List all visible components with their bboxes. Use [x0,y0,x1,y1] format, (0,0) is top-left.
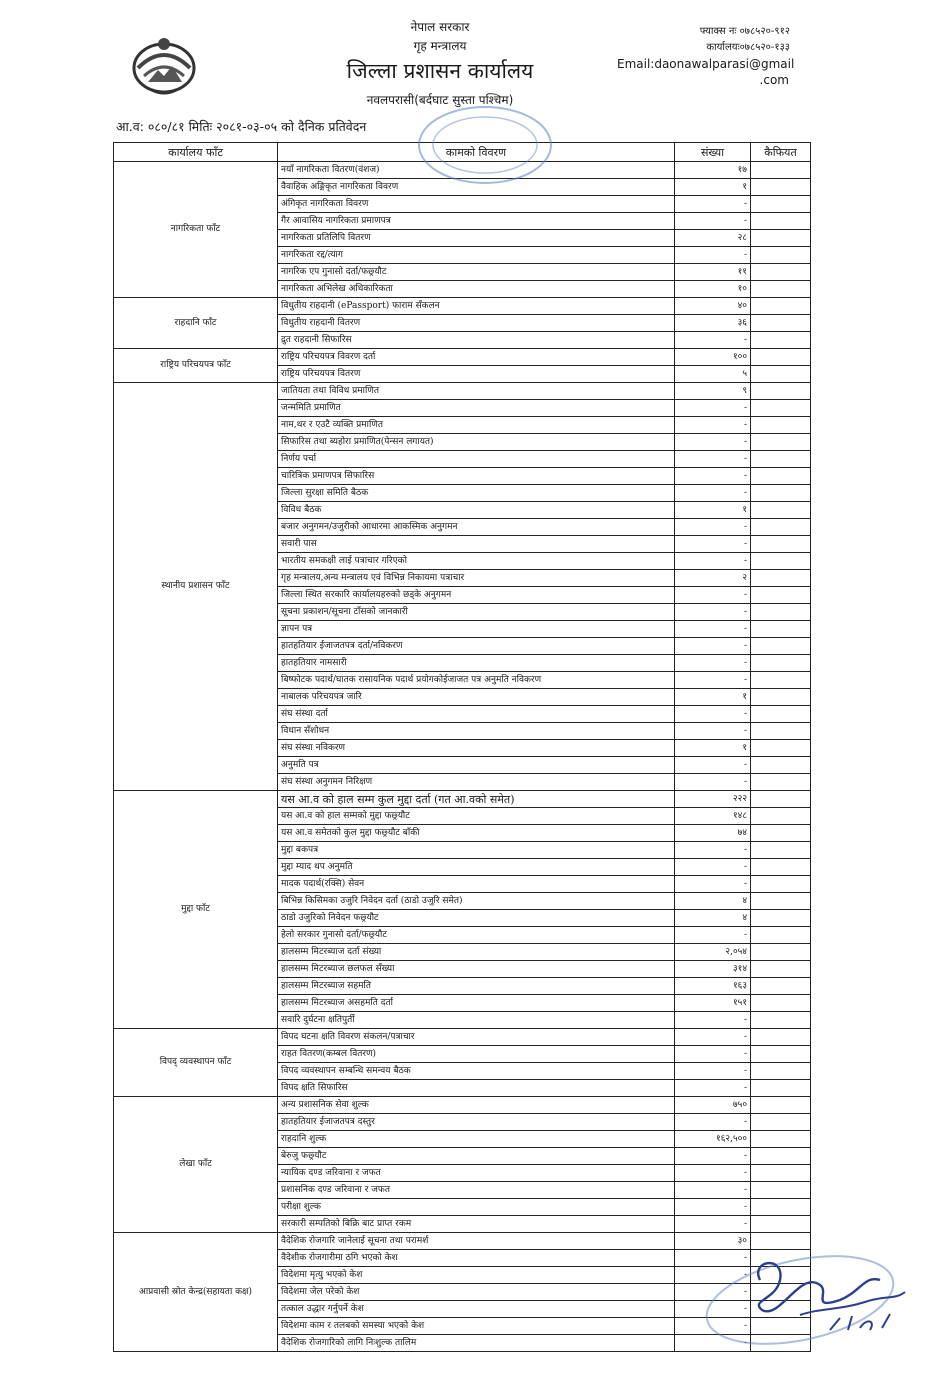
row-remarks [751,417,811,434]
row-count: - [675,213,751,230]
row-remarks [751,485,811,502]
header-description: कामको विवरण [278,143,675,162]
row-remarks [751,434,811,451]
row-description: बिभिन्न किसिमका उजुरि निवेदन दर्ता (ठाडो उजुरि समेत) [278,893,675,910]
row-description: हालसम्म मिटरब्याज दर्ता संख्या [278,944,675,961]
header-remarks: कैफियत [751,143,811,162]
row-count: - [675,638,751,655]
row-description: राष्ट्रिय परिचयपत्र विवरण दर्ता [278,349,675,366]
row-description: द्रुत राहदानी सिफारिस [278,332,675,349]
row-description: विधुतीय राहदानी (ePassport) फाराम सँकलन [278,298,675,315]
row-count: - [675,774,751,791]
row-remarks [751,1097,811,1114]
row-remarks [751,842,811,859]
row-description: नाबालक परिचयपत्र जारि [278,689,675,706]
row-count: १० [675,281,751,298]
row-remarks [751,264,811,281]
row-remarks [751,383,811,400]
row-description: जन्ममिति प्रमाणित [278,400,675,417]
row-count: १७ [675,162,751,179]
row-count: १ [675,502,751,519]
row-remarks [751,366,811,383]
row-count: - [675,468,751,485]
row-count: - [675,655,751,672]
row-remarks [751,621,811,638]
row-description: नागरिकता रद्द/त्याग [278,247,675,264]
row-description: मुद्दा म्याद थप अनुमति [278,859,675,876]
row-remarks [751,1318,811,1335]
row-remarks [751,536,811,553]
row-count: - [675,1046,751,1063]
row-remarks [751,1131,811,1148]
row-count: १०० [675,349,751,366]
government-name: नेपाल सरकार [410,20,470,34]
header-section: कार्यालय फाँट [114,143,278,162]
row-count: - [675,1250,751,1267]
table-row [114,298,811,315]
row-description: संघ संस्था अनुगमन निरिक्षण [278,774,675,791]
row-count: - [675,553,751,570]
row-remarks [751,740,811,757]
email-line-1: Email:daonawalparasi@gmail [617,57,795,71]
row-remarks [751,808,811,825]
row-description: विदेशमा जेल परेको केश [278,1284,675,1301]
row-remarks [751,774,811,791]
row-description: बिष्फोटक पदार्थ/घातक रासायनिक पदार्थ प्रयोगकोईजाजत पत्र अनुमति नविकरण [278,672,675,689]
row-remarks [751,349,811,366]
row-remarks [751,1335,811,1352]
letterhead [300,18,580,110]
row-count: - [675,451,751,468]
row-description: ज्ञापन पत्र [278,621,675,638]
row-remarks [751,179,811,196]
row-description: वैवाहिक अङ्गिकृत नागरिकता विवरण [278,179,675,196]
row-count: - [675,842,751,859]
row-description: हातहतियार नामसारी [278,655,675,672]
row-count: - [675,1182,751,1199]
row-count: १४८ [675,808,751,825]
row-count: - [675,876,751,893]
row-remarks [751,1012,811,1029]
row-description: सूचना प्रकाशन/सूचना टाँसको जानकारी [278,604,675,621]
row-remarks [751,672,811,689]
row-description: हेलो सरकार गुनासो दर्ता/फछ्र्यौट [278,927,675,944]
row-description: ठाडो उजुरिको निवेदन फछ्र्यौट [278,910,675,927]
row-remarks [751,1148,811,1165]
row-count: - [675,706,751,723]
table-row [114,1097,811,1114]
table-row [114,791,811,808]
phone-number: कार्यालयः०७८५२०-१३३ [706,42,790,53]
row-count: १६३ [675,978,751,995]
row-description: यस आ.व को हाल सम्म कुल मुद्दा दर्ता (गत आ.वको समेत) [278,791,675,808]
section-name: विपद् व्यवस्थापन फाँट [114,1029,278,1097]
row-description: विधान सँशोधन [278,723,675,740]
row-remarks [751,587,811,604]
row-count: - [675,434,751,451]
row-count: - [675,1335,751,1352]
row-description: विदेशमा मृत्यु भएको केश [278,1267,675,1284]
row-count: - [675,1080,751,1097]
row-remarks [751,638,811,655]
section-name: लेखा फाँट [114,1097,278,1233]
row-description: अंगिकृत नागरिकता विवरण [278,196,675,213]
row-count: - [675,1284,751,1301]
row-count: ३६ [675,315,751,332]
row-description: न्यायिक दण्ड जरिवाना र जफत [278,1165,675,1182]
row-count: - [675,604,751,621]
table-row [114,349,811,366]
row-count: - [675,1199,751,1216]
section-name: राहदानि फाँट [114,298,278,349]
row-description: परीक्षा शुल्क [278,1199,675,1216]
row-remarks [751,162,811,179]
row-description: भारतीय समकक्षी लाई पत्राचार गरिएको [278,553,675,570]
row-count: - [675,587,751,604]
report-title: आ.व: ०८०/८१ मितिः २०८१-०३-०५ को दैनिक प्रतिवेदन [116,119,367,134]
row-count: ५ [675,366,751,383]
row-remarks [751,451,811,468]
row-description: बजार अनुगमन/उजुरीको आधारमा आकस्मिक अनुगमन [278,519,675,536]
row-count: १५१ [675,995,751,1012]
section-name: राष्ट्रिय परिचयपत्र फाँट [114,349,278,383]
row-count: ११ [675,264,751,281]
row-description: विपद क्षति सिफारिस [278,1080,675,1097]
row-count: - [675,247,751,264]
row-remarks [751,791,811,808]
row-count: ७५० [675,1097,751,1114]
row-remarks [751,944,811,961]
section-name: स्थानीय प्रशासन फाँट [114,383,278,791]
section-name: आप्रवासी स्रोत केन्द्र(सहायता कक्ष) [114,1233,278,1352]
row-count: ४ [675,910,751,927]
row-count: - [675,723,751,740]
row-remarks [751,1199,811,1216]
row-description: सिफारिस तथा ब्यहोरा प्रमाणित(पेन्सन लगायत) [278,434,675,451]
daily-report-table [113,142,811,1352]
row-remarks [751,1165,811,1182]
row-count: ३० [675,1233,751,1250]
row-count: - [675,1114,751,1131]
header-count: संख्या [675,143,751,162]
row-count: - [675,519,751,536]
row-description: विपद व्यवस्थापन सम्बन्धि समन्वय बैठक [278,1063,675,1080]
row-description: जिल्ला स्थित सरकारि कार्यालयहरुको छड्के अनुगमन [278,587,675,604]
district-name: नवलपरासी(बर्दघाट सुस्ता पश्चिम) [366,93,514,107]
row-description: विदेशमा काम र तलबको समस्या भएको केश [278,1318,675,1335]
row-description: वैदेशिक रोजगारि जानेलाई सूचना तथा परामर्श [278,1233,675,1250]
row-description: मुद्दा बकपत्र [278,842,675,859]
row-remarks [751,298,811,315]
row-remarks [751,689,811,706]
row-description: यस आ.व समेतको कुल मुद्दा फछ्र्यौट बाँकी [278,825,675,842]
row-description: राहदानि शुल्क [278,1131,675,1148]
row-remarks [751,570,811,587]
row-description: हालसम्म मिटरब्याज असहमति दर्ता [278,995,675,1012]
row-count: - [675,196,751,213]
row-count: २ [675,570,751,587]
row-remarks [751,723,811,740]
row-remarks [751,995,811,1012]
row-remarks [751,196,811,213]
row-remarks [751,961,811,978]
row-remarks [751,230,811,247]
row-description: अन्य प्रशासनिक सेवा शुल्क [278,1097,675,1114]
table-row [114,1029,811,1046]
row-remarks [751,1114,811,1131]
row-count: - [675,1165,751,1182]
row-count: - [675,859,751,876]
row-count: - [675,1063,751,1080]
row-description: नाम,थर र एउटै व्यक्ति प्रमाणित [278,417,675,434]
row-remarks [751,757,811,774]
section-name: मुद्दा फाँट [114,791,278,1029]
row-description: सवारी पास [278,536,675,553]
row-description: विविध बैठक [278,502,675,519]
contact-block [590,24,790,56]
row-count: - [675,1012,751,1029]
row-description: वैदेशिक रोजगारिको लागि निःशुल्क तालिम [278,1335,675,1352]
row-description: प्रशासनिक दण्ड जरिवाना र जफत [278,1182,675,1199]
row-count: २८ [675,230,751,247]
row-remarks [751,655,811,672]
row-count: - [675,1301,751,1318]
row-description: नागरिकता अभिलेख अधिकारिकता [278,281,675,298]
row-description: जिल्ला सुरक्षा समिति बैठक [278,485,675,502]
row-description: वैदेशीक रोजगारीमा ठगि भएको केश [278,1250,675,1267]
section-name: नागरिकता फाँट [114,162,278,298]
row-remarks [751,1233,811,1250]
row-description: गृह मन्त्रालय,अन्य मन्त्रालय एवं विभिन्न निकायमा पत्राचार [278,570,675,587]
row-count: - [675,1267,751,1284]
row-remarks [751,1284,811,1301]
table-header-row [114,143,811,162]
row-remarks [751,1080,811,1097]
row-description: राहत वितरण(कम्बल वितरण) [278,1046,675,1063]
row-description: बेरुजु फछ्र्यौट [278,1148,675,1165]
row-count: - [675,485,751,502]
row-description: संघ संस्था नविकरण [278,740,675,757]
row-description: विपद घटना क्षति विवरण संकलन/पत्राचार [278,1029,675,1046]
row-count: - [675,621,751,638]
row-count: - [675,400,751,417]
row-remarks [751,859,811,876]
nepal-emblem-icon [128,32,200,96]
row-remarks [751,1182,811,1199]
row-remarks [751,1301,811,1318]
row-description: जातियता तथा विविध प्रमाणित [278,383,675,400]
row-count: २,०५४ [675,944,751,961]
row-count: - [675,672,751,689]
table-row [114,162,811,179]
row-description: नागरिकता प्रतिलिपि वितरण [278,230,675,247]
row-remarks [751,502,811,519]
row-count: - [675,417,751,434]
row-description: हातहतियार ईजाजतपत्र दस्तुर [278,1114,675,1131]
row-count: ४० [675,298,751,315]
row-remarks [751,281,811,298]
row-count: ३१४ [675,961,751,978]
row-description: यस आ.व को हाल सम्मको मुद्दा फछ्र्यौट [278,808,675,825]
row-remarks [751,468,811,485]
row-description: चारित्रिक प्रमाणपत्र सिफारिस [278,468,675,485]
row-count: ७४ [675,825,751,842]
row-remarks [751,1029,811,1046]
row-remarks [751,1250,811,1267]
row-count: - [675,536,751,553]
email-address [617,56,795,88]
row-remarks [751,825,811,842]
row-remarks [751,400,811,417]
row-remarks [751,553,811,570]
row-remarks [751,213,811,230]
row-count: - [675,1029,751,1046]
row-count: १ [675,179,751,196]
row-remarks [751,604,811,621]
row-count: - [675,332,751,349]
row-remarks [751,978,811,995]
row-count: - [675,927,751,944]
row-description: हालसम्म मिटरब्याज सहमति [278,978,675,995]
row-count: - [675,1216,751,1233]
row-description: हातहतियार ईजाजतपत्र दर्ता/नविकरण [278,638,675,655]
row-description: हालसम्म मिटरब्याज छलफल सँख्या [278,961,675,978]
row-description: नागरिक एप गुनासो दर्ता/फछ्र्यौट [278,264,675,281]
row-count: - [675,1318,751,1335]
email-line-2: .com [759,73,789,87]
row-remarks [751,315,811,332]
table-row [114,383,811,400]
row-description: तत्काल उद्धार गर्नुपर्ने केश [278,1301,675,1318]
row-remarks [751,893,811,910]
row-remarks [751,927,811,944]
row-remarks [751,519,811,536]
row-remarks [751,706,811,723]
row-description: नयाँ नागरिकता वितरण(वंशज) [278,162,675,179]
office-name: जिल्ला प्रशासन कार्यालय [346,59,534,83]
ministry-name: गृह मन्त्रालय [413,39,467,53]
row-remarks [751,1046,811,1063]
row-remarks [751,1267,811,1284]
row-count: १ [675,689,751,706]
fax-number: फ्याक्स नः ०७८५२०-९१२ [699,26,790,37]
table-row [114,1233,811,1250]
row-description: सवारि दुर्घटना क्षतिपुर्ती [278,1012,675,1029]
row-remarks [751,1063,811,1080]
row-count: ९ [675,383,751,400]
row-description: सरकारी सम्पतिको बिक्रि बाट प्राप्त रकम [278,1216,675,1233]
table-body [114,162,811,1352]
row-remarks [751,1216,811,1233]
row-count: ४ [675,893,751,910]
row-count: २२२ [675,791,751,808]
row-remarks [751,247,811,264]
row-remarks [751,910,811,927]
row-remarks [751,332,811,349]
row-count: १ [675,740,751,757]
row-description: राष्ट्रिय परिचयपत्र वितरण [278,366,675,383]
row-description: निर्णय पर्चा [278,451,675,468]
row-description: संघ संस्था दर्ता [278,706,675,723]
row-description: गैर आवासिय नागरिकता प्रमाणपत्र [278,213,675,230]
row-count: १६२,५०० [675,1131,751,1148]
row-description: विधुतीय राहदानी वितरण [278,315,675,332]
row-description: अनुमति पत्र [278,757,675,774]
row-count: - [675,757,751,774]
row-remarks [751,876,811,893]
row-count: - [675,1148,751,1165]
row-description: मादक पदार्थ(रक्सि) सेवन [278,876,675,893]
